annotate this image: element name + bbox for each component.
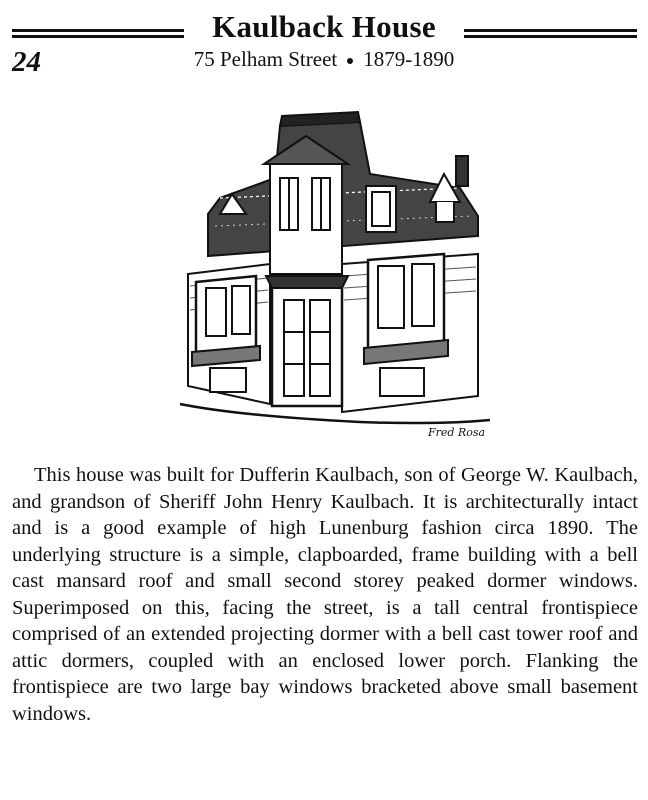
address-line bbox=[0, 46, 648, 72]
description-text: This house was built for Dufferin Kaulbach, son of George W. Kaulbach, and grandson of Sheriff John Henry Kaulbach. It is architecturally intact and is a good example of high Lunenburg fashion circa 1890. The underlying structure is a simple, clapboarded, frame building with a bell cast mansard roof and small second storey peaked dormer windows. Superimposed on this, facing the street, is a tall central frontispiece comprised of an extended projecting dormer with a bell cast tower roof and attic dormers, coupled with an enclosed lower porch. Flanking the frontispiece are two large bay windows bracketed above small basement windows. bbox=[12, 464, 638, 725]
page-title-text: Kaulback House bbox=[202, 9, 446, 44]
house-illustration bbox=[160, 86, 500, 442]
artist-signature: Fred Rosa bbox=[428, 426, 486, 439]
dates: 1879-1890 bbox=[363, 47, 455, 71]
address: 75 Pelham Street bbox=[193, 47, 338, 71]
page-number: 24 bbox=[12, 46, 41, 78]
description-paragraph bbox=[12, 462, 638, 727]
page-header bbox=[0, 0, 648, 80]
bullet-separator-icon bbox=[347, 58, 353, 64]
page-title bbox=[0, 10, 648, 44]
